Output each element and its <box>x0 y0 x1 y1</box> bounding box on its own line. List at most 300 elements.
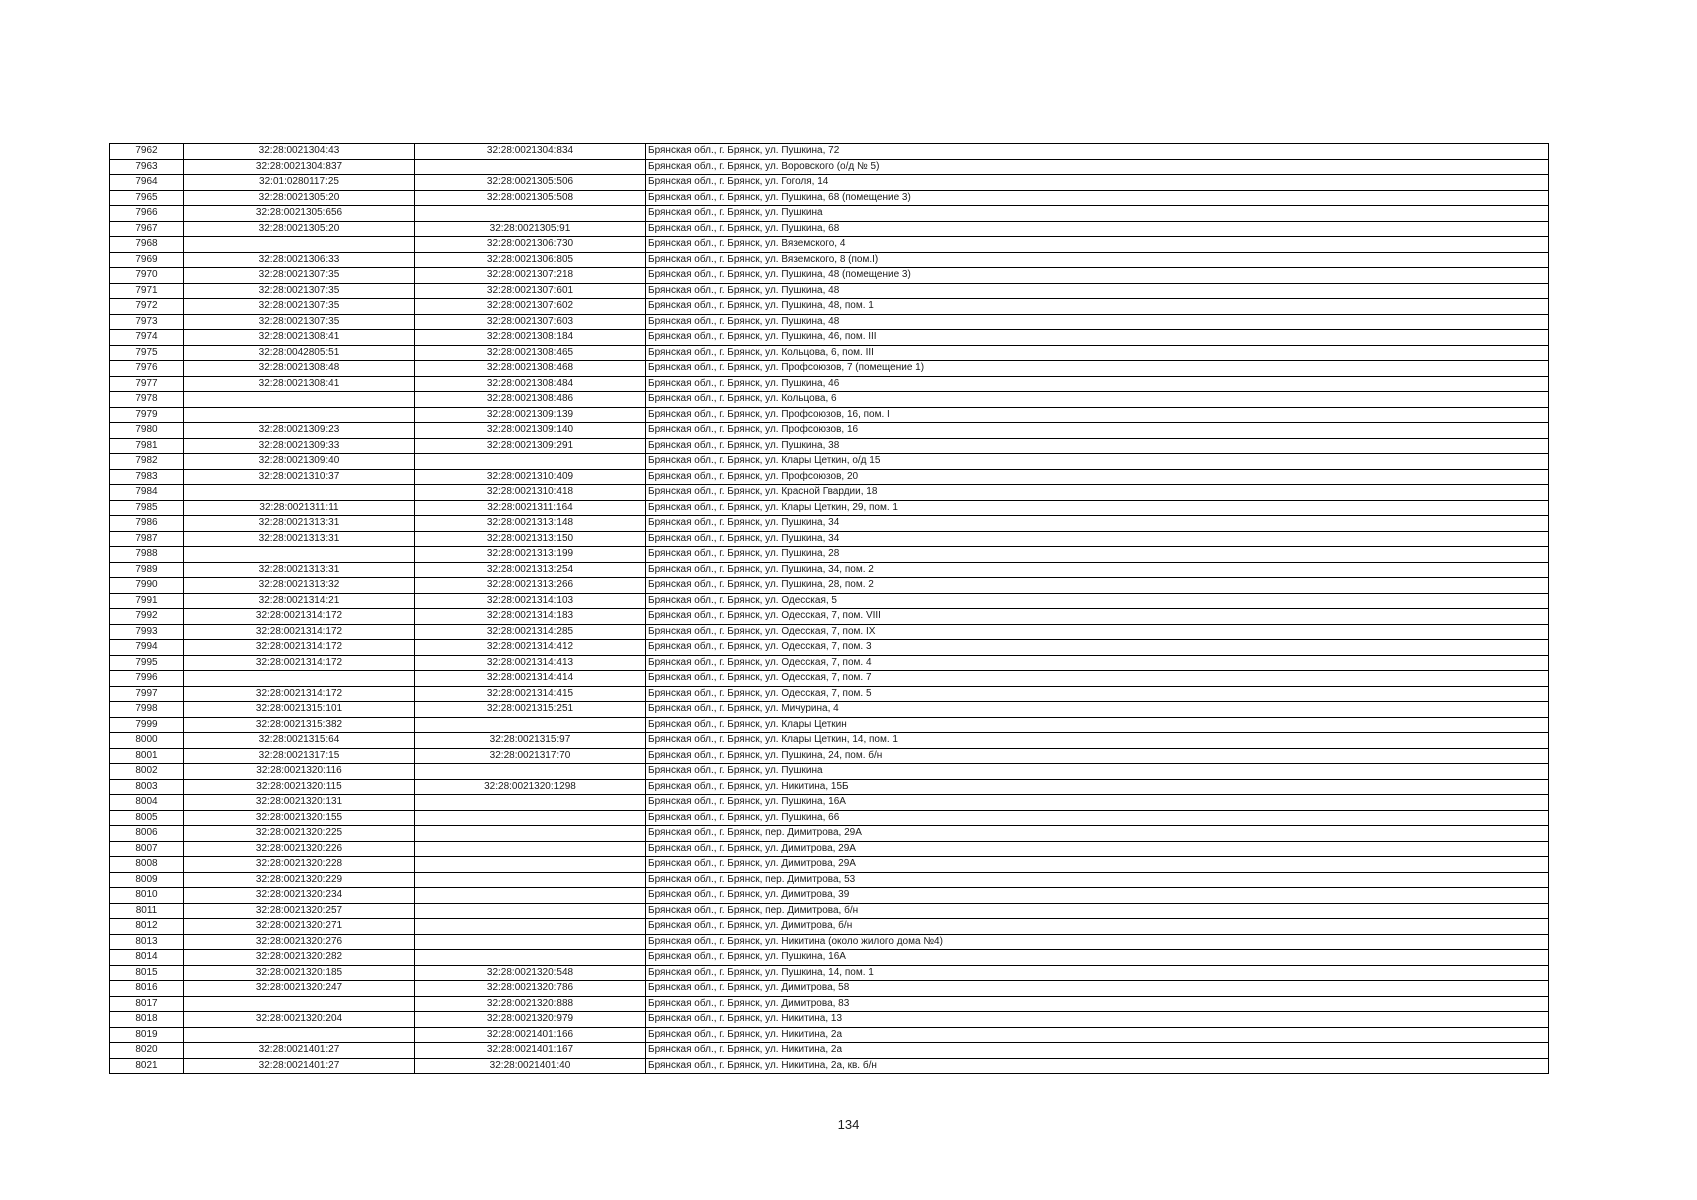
building-cadastral-number-cell: 32:28:0021306:805 <box>415 252 646 268</box>
address-cell: Брянская обл., г. Брянск, ул. Кольцова, 6, пом. III <box>646 345 1549 361</box>
table-row <box>110 175 1549 191</box>
address-cell: Брянская обл., г. Брянск, ул. Одесская, 7, пом. VIII <box>646 609 1549 625</box>
land-cadastral-number-cell: 32:28:0021313:32 <box>184 578 415 594</box>
land-cadastral-number-cell: 32:28:0021313:31 <box>184 562 415 578</box>
row-number-cell: 7992 <box>110 609 184 625</box>
table-row <box>110 469 1549 485</box>
land-cadastral-number-cell: 32:28:0021307:35 <box>184 268 415 284</box>
table-row <box>110 795 1549 811</box>
table-row <box>110 516 1549 532</box>
row-number-cell: 7972 <box>110 299 184 315</box>
land-cadastral-number-cell: 32:28:0021305:20 <box>184 221 415 237</box>
building-cadastral-number-cell: 32:28:0021314:103 <box>415 593 646 609</box>
building-cadastral-number-cell: 32:28:0021313:150 <box>415 531 646 547</box>
land-cadastral-number-cell: 32:28:0021309:33 <box>184 438 415 454</box>
row-number-cell: 7975 <box>110 345 184 361</box>
land-cadastral-number-cell: 32:28:0021320:185 <box>184 965 415 981</box>
address-cell: Брянская обл., г. Брянск, ул. Вяземского, 8 (пом.I) <box>646 252 1549 268</box>
table-row <box>110 965 1549 981</box>
land-cadastral-number-cell: 32:28:0021320:247 <box>184 981 415 997</box>
row-number-cell: 7968 <box>110 237 184 253</box>
land-cadastral-number-cell: 32:28:0021314:172 <box>184 609 415 625</box>
address-cell: Брянская обл., г. Брянск, ул. Пушкина, 34, пом. 2 <box>646 562 1549 578</box>
row-number-cell: 7988 <box>110 547 184 563</box>
table-row <box>110 206 1549 222</box>
land-cadastral-number-cell: 32:28:0021307:35 <box>184 299 415 315</box>
row-number-cell: 7999 <box>110 717 184 733</box>
address-cell: Брянская обл., г. Брянск, ул. Клары Цеткин, 29, пом. 1 <box>646 500 1549 516</box>
row-number-cell: 7979 <box>110 407 184 423</box>
table-row <box>110 655 1549 671</box>
land-cadastral-number-cell: 32:28:0021320:155 <box>184 810 415 826</box>
building-cadastral-number-cell: 32:28:0021401:167 <box>415 1043 646 1059</box>
table-row <box>110 454 1549 470</box>
table-row <box>110 779 1549 795</box>
building-cadastral-number-cell <box>415 919 646 935</box>
table-row <box>110 1058 1549 1074</box>
row-number-cell: 7962 <box>110 144 184 160</box>
building-cadastral-number-cell: 32:28:0021306:730 <box>415 237 646 253</box>
building-cadastral-number-cell: 32:28:0021308:184 <box>415 330 646 346</box>
land-cadastral-number-cell: 32:28:0021317:15 <box>184 748 415 764</box>
building-cadastral-number-cell: 32:28:0021314:183 <box>415 609 646 625</box>
table-row <box>110 547 1549 563</box>
address-cell: Брянская обл., г. Брянск, ул. Одесская, 7, пом. 5 <box>646 686 1549 702</box>
row-number-cell: 8006 <box>110 826 184 842</box>
address-cell: Брянская обл., г. Брянск, ул. Никитина, 2а, кв. б/н <box>646 1058 1549 1074</box>
address-cell: Брянская обл., г. Брянск, пер. Димитрова, б/н <box>646 903 1549 919</box>
building-cadastral-number-cell <box>415 888 646 904</box>
row-number-cell: 8003 <box>110 779 184 795</box>
address-cell: Брянская обл., г. Брянск, ул. Димитрова, 39 <box>646 888 1549 904</box>
building-cadastral-number-cell: 32:28:0021308:468 <box>415 361 646 377</box>
table-row <box>110 159 1549 175</box>
row-number-cell: 7971 <box>110 283 184 299</box>
address-cell: Брянская обл., г. Брянск, ул. Пушкина, 38 <box>646 438 1549 454</box>
table-row <box>110 283 1549 299</box>
row-number-cell: 7978 <box>110 392 184 408</box>
address-cell: Брянская обл., г. Брянск, ул. Одесская, 5 <box>646 593 1549 609</box>
table-row <box>110 1043 1549 1059</box>
address-cell: Брянская обл., г. Брянск, пер. Димитрова, 29А <box>646 826 1549 842</box>
address-cell: Брянская обл., г. Брянск, ул. Пушкина <box>646 206 1549 222</box>
table-row <box>110 299 1549 315</box>
building-cadastral-number-cell: 32:28:0021320:888 <box>415 996 646 1012</box>
table-row <box>110 872 1549 888</box>
building-cadastral-number-cell: 32:28:0021307:603 <box>415 314 646 330</box>
land-cadastral-number-cell: 32:01:0280117:25 <box>184 175 415 191</box>
land-cadastral-number-cell: 32:28:0021320:204 <box>184 1012 415 1028</box>
table-row <box>110 826 1549 842</box>
table-row <box>110 314 1549 330</box>
building-cadastral-number-cell: 32:28:0021310:409 <box>415 469 646 485</box>
address-cell: Брянская обл., г. Брянск, ул. Димитрова, 58 <box>646 981 1549 997</box>
row-number-cell: 7982 <box>110 454 184 470</box>
row-number-cell: 8014 <box>110 950 184 966</box>
address-cell: Брянская обл., г. Брянск, ул. Одесская, 7, пом. 3 <box>646 640 1549 656</box>
table-row <box>110 438 1549 454</box>
building-cadastral-number-cell: 32:28:0021308:486 <box>415 392 646 408</box>
row-number-cell: 7963 <box>110 159 184 175</box>
table-row <box>110 361 1549 377</box>
row-number-cell: 7970 <box>110 268 184 284</box>
table-row <box>110 857 1549 873</box>
building-cadastral-number-cell: 32:28:0021315:251 <box>415 702 646 718</box>
building-cadastral-number-cell: 32:28:0021309:140 <box>415 423 646 439</box>
building-cadastral-number-cell <box>415 903 646 919</box>
table-row <box>110 1012 1549 1028</box>
land-cadastral-number-cell: 32:28:0021314:21 <box>184 593 415 609</box>
building-cadastral-number-cell: 32:28:0021313:266 <box>415 578 646 594</box>
address-cell: Брянская обл., г. Брянск, пер. Димитрова, 53 <box>646 872 1549 888</box>
row-number-cell: 8011 <box>110 903 184 919</box>
land-cadastral-number-cell: 32:28:0021315:64 <box>184 733 415 749</box>
address-cell: Брянская обл., г. Брянск, ул. Пушкина, 48 (помещение 3) <box>646 268 1549 284</box>
land-cadastral-number-cell: 32:28:0021320:282 <box>184 950 415 966</box>
building-cadastral-number-cell: 32:28:0021401:166 <box>415 1027 646 1043</box>
building-cadastral-number-cell: 32:28:0021320:1298 <box>415 779 646 795</box>
address-cell: Брянская обл., г. Брянск, ул. Пушкина, 28, пом. 2 <box>646 578 1549 594</box>
building-cadastral-number-cell <box>415 857 646 873</box>
table-row <box>110 717 1549 733</box>
address-cell: Брянская обл., г. Брянск, ул. Пушкина, 48 <box>646 314 1549 330</box>
table-row <box>110 950 1549 966</box>
row-number-cell: 7973 <box>110 314 184 330</box>
table-row <box>110 485 1549 501</box>
table-row <box>110 841 1549 857</box>
row-number-cell: 7985 <box>110 500 184 516</box>
land-cadastral-number-cell: 32:28:0021309:23 <box>184 423 415 439</box>
table-row <box>110 144 1549 160</box>
building-cadastral-number-cell: 32:28:0021320:979 <box>415 1012 646 1028</box>
table-row <box>110 686 1549 702</box>
land-cadastral-number-cell: 32:28:0021320:131 <box>184 795 415 811</box>
row-number-cell: 8002 <box>110 764 184 780</box>
land-cadastral-number-cell: 32:28:0021308:48 <box>184 361 415 377</box>
table-row <box>110 392 1549 408</box>
row-number-cell: 7993 <box>110 624 184 640</box>
address-cell: Брянская обл., г. Брянск, ул. Пушкина, 28 <box>646 547 1549 563</box>
address-cell: Брянская обл., г. Брянск, ул. Никитина (около жилого дома №4) <box>646 934 1549 950</box>
building-cadastral-number-cell: 32:28:0021314:413 <box>415 655 646 671</box>
row-number-cell: 7967 <box>110 221 184 237</box>
row-number-cell: 8009 <box>110 872 184 888</box>
address-cell: Брянская обл., г. Брянск, ул. Пушкина, 14, пом. 1 <box>646 965 1549 981</box>
building-cadastral-number-cell: 32:28:0021315:97 <box>415 733 646 749</box>
address-cell: Брянская обл., г. Брянск, ул. Никитина, 15Б <box>646 779 1549 795</box>
land-cadastral-number-cell: 32:28:0021304:43 <box>184 144 415 160</box>
table-row <box>110 702 1549 718</box>
land-cadastral-number-cell: 32:28:0021320:115 <box>184 779 415 795</box>
table-row <box>110 345 1549 361</box>
building-cadastral-number-cell: 32:28:0021320:548 <box>415 965 646 981</box>
building-cadastral-number-cell: 32:28:0021307:218 <box>415 268 646 284</box>
land-cadastral-number-cell: 32:28:0021320:226 <box>184 841 415 857</box>
address-cell: Брянская обл., г. Брянск, ул. Пушкина, 46, пом. III <box>646 330 1549 346</box>
table-row <box>110 376 1549 392</box>
table-row <box>110 423 1549 439</box>
table-row <box>110 252 1549 268</box>
building-cadastral-number-cell: 32:28:0021311:164 <box>415 500 646 516</box>
address-cell: Брянская обл., г. Брянск, ул. Пушкина, 48 <box>646 283 1549 299</box>
address-cell: Брянская обл., г. Брянск, ул. Пушкина <box>646 764 1549 780</box>
building-cadastral-number-cell: 32:28:0021310:418 <box>415 485 646 501</box>
building-cadastral-number-cell: 32:28:0021314:285 <box>415 624 646 640</box>
building-cadastral-number-cell: 32:28:0021401:40 <box>415 1058 646 1074</box>
address-cell: Брянская обл., г. Брянск, ул. Пушкина, 68 (помещение 3) <box>646 190 1549 206</box>
land-cadastral-number-cell: 32:28:0021320:229 <box>184 872 415 888</box>
land-cadastral-number-cell: 32:28:0021308:41 <box>184 330 415 346</box>
building-cadastral-number-cell: 32:28:0021313:148 <box>415 516 646 532</box>
land-cadastral-number-cell: 32:28:0042805:51 <box>184 345 415 361</box>
row-number-cell: 8005 <box>110 810 184 826</box>
row-number-cell: 8008 <box>110 857 184 873</box>
table-row <box>110 1027 1549 1043</box>
table-row <box>110 748 1549 764</box>
building-cadastral-number-cell: 32:28:0021305:508 <box>415 190 646 206</box>
address-cell: Брянская обл., г. Брянск, ул. Одесская, 7, пом. 4 <box>646 655 1549 671</box>
building-cadastral-number-cell <box>415 826 646 842</box>
building-cadastral-number-cell: 32:28:0021314:415 <box>415 686 646 702</box>
table-row <box>110 578 1549 594</box>
address-cell: Брянская обл., г. Брянск, ул. Никитина, 13 <box>646 1012 1549 1028</box>
land-cadastral-number-cell <box>184 1027 415 1043</box>
land-cadastral-number-cell: 32:28:0021401:27 <box>184 1043 415 1059</box>
building-cadastral-number-cell: 32:28:0021305:91 <box>415 221 646 237</box>
row-number-cell: 7976 <box>110 361 184 377</box>
address-cell: Брянская обл., г. Брянск, ул. Кольцова, 6 <box>646 392 1549 408</box>
table-row <box>110 810 1549 826</box>
building-cadastral-number-cell: 32:28:0021307:601 <box>415 283 646 299</box>
row-number-cell: 8012 <box>110 919 184 935</box>
table-row <box>110 624 1549 640</box>
address-cell: Брянская обл., г. Брянск, ул. Профсоюзов, 20 <box>646 469 1549 485</box>
row-number-cell: 8013 <box>110 934 184 950</box>
address-cell: Брянская обл., г. Брянск, ул. Вяземского, 4 <box>646 237 1549 253</box>
table-row <box>110 562 1549 578</box>
address-cell: Брянская обл., г. Брянск, ул. Пушкина, 72 <box>646 144 1549 160</box>
row-number-cell: 8010 <box>110 888 184 904</box>
land-cadastral-number-cell: 32:28:0021314:172 <box>184 624 415 640</box>
land-cadastral-number-cell: 32:28:0021304:837 <box>184 159 415 175</box>
land-cadastral-number-cell: 32:28:0021320:234 <box>184 888 415 904</box>
address-cell: Брянская обл., г. Брянск, ул. Одесская, 7, пом. IX <box>646 624 1549 640</box>
land-cadastral-number-cell: 32:28:0021311:11 <box>184 500 415 516</box>
table-row <box>110 640 1549 656</box>
building-cadastral-number-cell: 32:28:0021308:484 <box>415 376 646 392</box>
property-registry-table <box>109 143 1549 1074</box>
row-number-cell: 7989 <box>110 562 184 578</box>
land-cadastral-number-cell: 32:28:0021320:116 <box>184 764 415 780</box>
address-cell: Брянская обл., г. Брянск, ул. Пушкина, 46 <box>646 376 1549 392</box>
land-cadastral-number-cell: 32:28:0021315:101 <box>184 702 415 718</box>
land-cadastral-number-cell: 32:28:0021306:33 <box>184 252 415 268</box>
registry-body <box>110 144 1549 1074</box>
row-number-cell: 8021 <box>110 1058 184 1074</box>
row-number-cell: 7986 <box>110 516 184 532</box>
row-number-cell: 8004 <box>110 795 184 811</box>
land-cadastral-number-cell: 32:28:0021305:656 <box>184 206 415 222</box>
address-cell: Брянская обл., г. Брянск, ул. Профсоюзов, 16, пом. I <box>646 407 1549 423</box>
land-cadastral-number-cell: 32:28:0021314:172 <box>184 640 415 656</box>
table-row <box>110 764 1549 780</box>
row-number-cell: 7997 <box>110 686 184 702</box>
address-cell: Брянская обл., г. Брянск, ул. Клары Цеткин <box>646 717 1549 733</box>
table-row <box>110 500 1549 516</box>
address-cell: Брянская обл., г. Брянск, ул. Клары Цеткин, о/д 15 <box>646 454 1549 470</box>
address-cell: Брянская обл., г. Брянск, ул. Пушкина, 34 <box>646 516 1549 532</box>
building-cadastral-number-cell <box>415 841 646 857</box>
building-cadastral-number-cell: 32:28:0021313:199 <box>415 547 646 563</box>
row-number-cell: 7991 <box>110 593 184 609</box>
building-cadastral-number-cell: 32:28:0021309:139 <box>415 407 646 423</box>
address-cell: Брянская обл., г. Брянск, ул. Никитина, 2а <box>646 1043 1549 1059</box>
row-number-cell: 7964 <box>110 175 184 191</box>
table-row <box>110 903 1549 919</box>
building-cadastral-number-cell <box>415 795 646 811</box>
address-cell: Брянская обл., г. Брянск, ул. Пушкина, 68 <box>646 221 1549 237</box>
row-number-cell: 7994 <box>110 640 184 656</box>
row-number-cell: 7974 <box>110 330 184 346</box>
row-number-cell: 7987 <box>110 531 184 547</box>
row-number-cell: 7981 <box>110 438 184 454</box>
row-number-cell: 7998 <box>110 702 184 718</box>
table-row <box>110 888 1549 904</box>
building-cadastral-number-cell: 32:28:0021305:506 <box>415 175 646 191</box>
land-cadastral-number-cell <box>184 671 415 687</box>
building-cadastral-number-cell: 32:28:0021317:70 <box>415 748 646 764</box>
land-cadastral-number-cell: 32:28:0021315:382 <box>184 717 415 733</box>
land-cadastral-number-cell: 32:28:0021305:20 <box>184 190 415 206</box>
address-cell: Брянская обл., г. Брянск, ул. Пушкина, 16А <box>646 795 1549 811</box>
address-cell: Брянская обл., г. Брянск, ул. Мичурина, 4 <box>646 702 1549 718</box>
address-cell: Брянская обл., г. Брянск, ул. Пушкина, 48, пом. 1 <box>646 299 1549 315</box>
table-row <box>110 190 1549 206</box>
land-cadastral-number-cell: 32:28:0021307:35 <box>184 283 415 299</box>
row-number-cell: 7984 <box>110 485 184 501</box>
building-cadastral-number-cell <box>415 872 646 888</box>
table-row <box>110 268 1549 284</box>
building-cadastral-number-cell <box>415 206 646 222</box>
address-cell: Брянская обл., г. Брянск, ул. Гоголя, 14 <box>646 175 1549 191</box>
row-number-cell: 7977 <box>110 376 184 392</box>
land-cadastral-number-cell: 32:28:0021313:31 <box>184 516 415 532</box>
table-row <box>110 221 1549 237</box>
table-row <box>110 237 1549 253</box>
building-cadastral-number-cell: 32:28:0021304:834 <box>415 144 646 160</box>
land-cadastral-number-cell <box>184 547 415 563</box>
row-number-cell: 8001 <box>110 748 184 764</box>
address-cell: Брянская обл., г. Брянск, ул. Никитина, 2а <box>646 1027 1549 1043</box>
land-cadastral-number-cell: 32:28:0021320:271 <box>184 919 415 935</box>
address-cell: Брянская обл., г. Брянск, ул. Димитрова, б/н <box>646 919 1549 935</box>
land-cadastral-number-cell <box>184 392 415 408</box>
row-number-cell: 8018 <box>110 1012 184 1028</box>
address-cell: Брянская обл., г. Брянск, ул. Димитрова, 83 <box>646 996 1549 1012</box>
building-cadastral-number-cell: 32:28:0021313:254 <box>415 562 646 578</box>
land-cadastral-number-cell: 32:28:0021320:228 <box>184 857 415 873</box>
row-number-cell: 7990 <box>110 578 184 594</box>
row-number-cell: 8017 <box>110 996 184 1012</box>
address-cell: Брянская обл., г. Брянск, ул. Пушкина, 24, пом. б/н <box>646 748 1549 764</box>
table-row <box>110 934 1549 950</box>
row-number-cell: 8015 <box>110 965 184 981</box>
table-row <box>110 919 1549 935</box>
row-number-cell: 7966 <box>110 206 184 222</box>
row-number-cell: 7965 <box>110 190 184 206</box>
page-number: 134 <box>837 1117 860 1132</box>
address-cell: Брянская обл., г. Брянск, ул. Пушкина, 66 <box>646 810 1549 826</box>
land-cadastral-number-cell: 32:28:0021401:27 <box>184 1058 415 1074</box>
address-cell: Брянская обл., г. Брянск, ул. Пушкина, 34 <box>646 531 1549 547</box>
land-cadastral-number-cell: 32:28:0021320:257 <box>184 903 415 919</box>
address-cell: Брянская обл., г. Брянск, ул. Одесская, 7, пом. 7 <box>646 671 1549 687</box>
land-cadastral-number-cell <box>184 485 415 501</box>
building-cadastral-number-cell: 32:28:0021308:465 <box>415 345 646 361</box>
land-cadastral-number-cell: 32:28:0021313:31 <box>184 531 415 547</box>
address-cell: Брянская обл., г. Брянск, ул. Пушкина, 16А <box>646 950 1549 966</box>
building-cadastral-number-cell <box>415 934 646 950</box>
table-row <box>110 996 1549 1012</box>
table-row <box>110 733 1549 749</box>
address-cell: Брянская обл., г. Брянск, ул. Клары Цеткин, 14, пом. 1 <box>646 733 1549 749</box>
row-number-cell: 7995 <box>110 655 184 671</box>
building-cadastral-number-cell: 32:28:0021314:412 <box>415 640 646 656</box>
building-cadastral-number-cell <box>415 454 646 470</box>
land-cadastral-number-cell <box>184 996 415 1012</box>
row-number-cell: 8020 <box>110 1043 184 1059</box>
building-cadastral-number-cell: 32:28:0021320:786 <box>415 981 646 997</box>
address-cell: Брянская обл., г. Брянск, ул. Профсоюзов, 16 <box>646 423 1549 439</box>
address-cell: Брянская обл., г. Брянск, ул. Воровского (о/д № 5) <box>646 159 1549 175</box>
building-cadastral-number-cell <box>415 717 646 733</box>
table-row <box>110 981 1549 997</box>
row-number-cell: 8000 <box>110 733 184 749</box>
table-row <box>110 407 1549 423</box>
land-cadastral-number-cell: 32:28:0021314:172 <box>184 655 415 671</box>
address-cell: Брянская обл., г. Брянск, ул. Профсоюзов, 7 (помещение 1) <box>646 361 1549 377</box>
row-number-cell: 8016 <box>110 981 184 997</box>
land-cadastral-number-cell: 32:28:0021310:37 <box>184 469 415 485</box>
land-cadastral-number-cell: 32:28:0021307:35 <box>184 314 415 330</box>
table-row <box>110 609 1549 625</box>
row-number-cell: 7980 <box>110 423 184 439</box>
building-cadastral-number-cell <box>415 810 646 826</box>
row-number-cell: 7983 <box>110 469 184 485</box>
building-cadastral-number-cell <box>415 159 646 175</box>
land-cadastral-number-cell: 32:28:0021320:225 <box>184 826 415 842</box>
row-number-cell: 7969 <box>110 252 184 268</box>
land-cadastral-number-cell: 32:28:0021308:41 <box>184 376 415 392</box>
building-cadastral-number-cell: 32:28:0021309:291 <box>415 438 646 454</box>
address-cell: Брянская обл., г. Брянск, ул. Димитрова, 29А <box>646 841 1549 857</box>
land-cadastral-number-cell: 32:28:0021309:40 <box>184 454 415 470</box>
land-cadastral-number-cell <box>184 237 415 253</box>
table-row <box>110 531 1549 547</box>
row-number-cell: 8019 <box>110 1027 184 1043</box>
land-cadastral-number-cell: 32:28:0021320:276 <box>184 934 415 950</box>
address-cell: Брянская обл., г. Брянск, ул. Димитрова, 29А <box>646 857 1549 873</box>
land-cadastral-number-cell <box>184 407 415 423</box>
building-cadastral-number-cell <box>415 950 646 966</box>
building-cadastral-number-cell: 32:28:0021307:602 <box>415 299 646 315</box>
table-row <box>110 671 1549 687</box>
table-row <box>110 593 1549 609</box>
address-cell: Брянская обл., г. Брянск, ул. Красной Гвардии, 18 <box>646 485 1549 501</box>
table-row <box>110 330 1549 346</box>
building-cadastral-number-cell <box>415 764 646 780</box>
row-number-cell: 8007 <box>110 841 184 857</box>
